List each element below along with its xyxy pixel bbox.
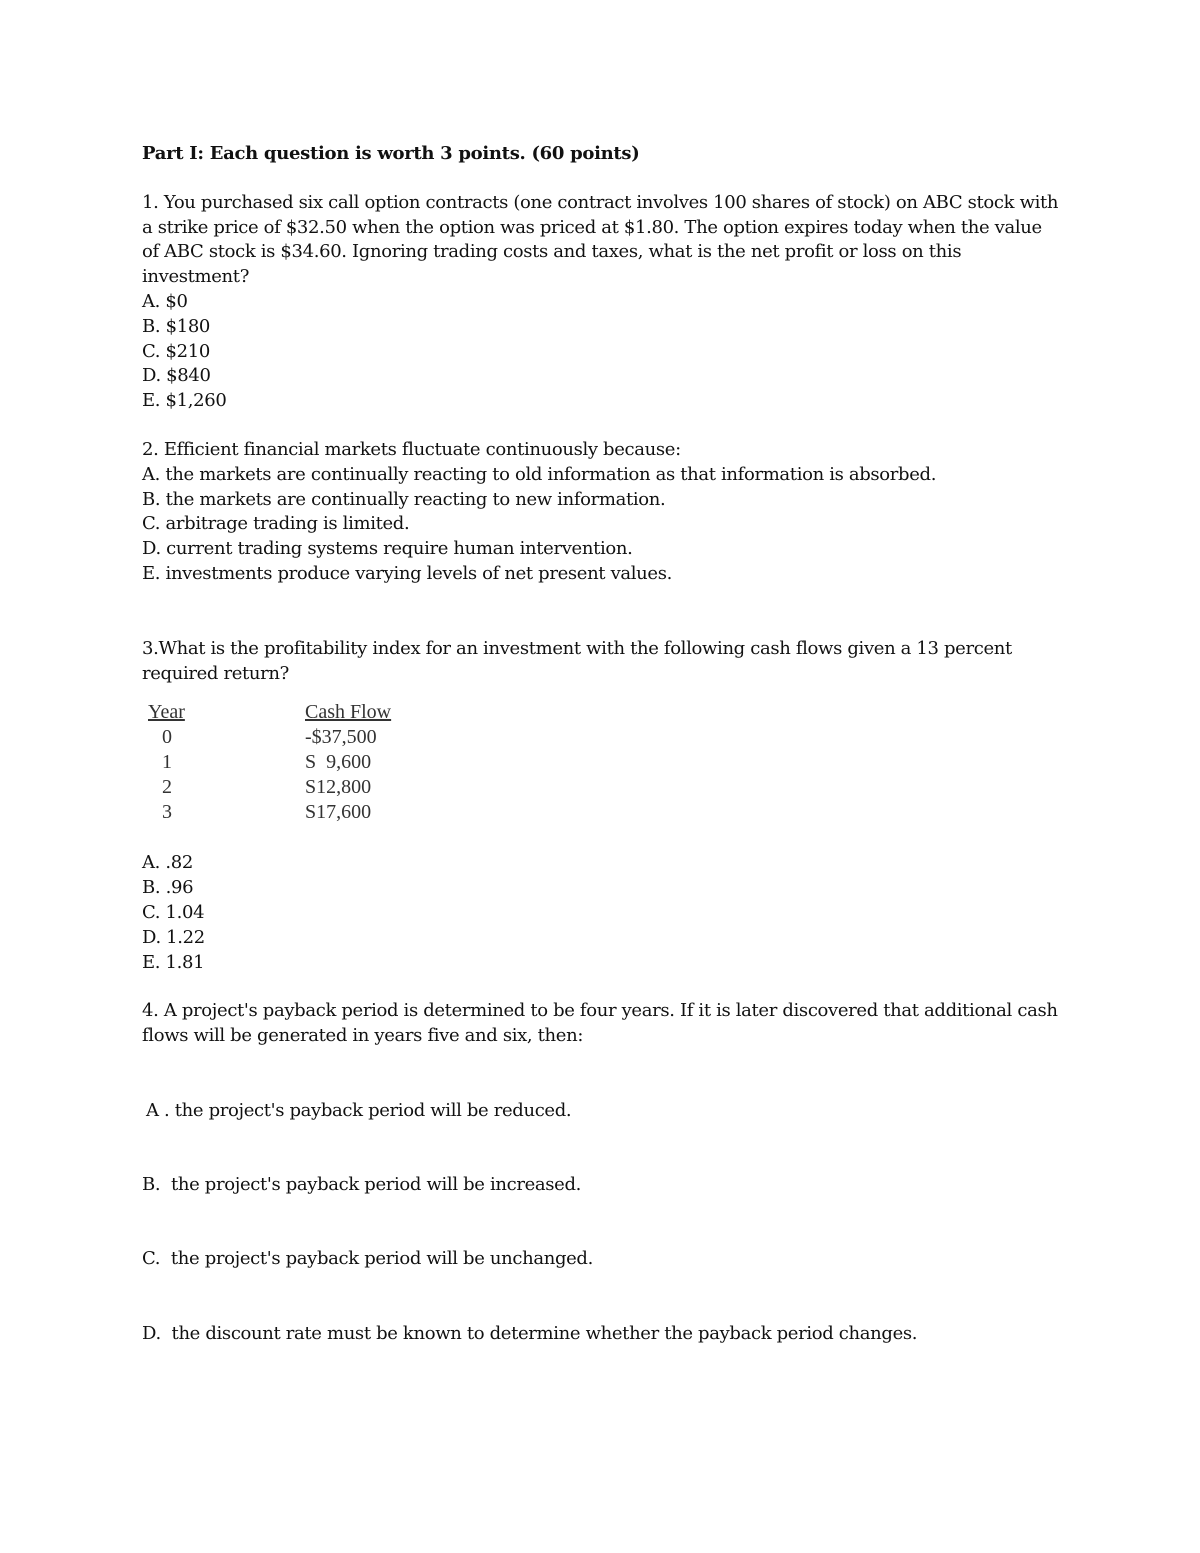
answer-option: D. the discount rate must be known to determine whether the payback period changes. [142,1322,918,1344]
answer-option: B. $180 [142,315,211,337]
table-header-year: Year [148,701,185,724]
answer-option: A. $0 [142,290,188,312]
table-row [148,750,391,775]
question-stem: 3.What is the profitability index for an investment with the following cash flows given a 13 percent required return? [142,637,1012,684]
answer-option: A. the markets are continually reacting to old information as that information is absorbed. [142,463,937,485]
section-heading: Part I: Each question is worth 3 points. (60 points) [142,143,640,164]
answer-option: D. current trading systems require human intervention. [142,538,633,560]
question-2 [142,438,1062,587]
answer-options [142,290,1062,414]
table-cell-cash-flow: S12,800 [305,776,372,799]
answer-option: C. $210 [142,340,210,362]
question-stem: 1. You purchased six call option contracts (one contract involves 100 shares of stock) on ABC stock with a strike price of $32.50 when the option was priced at $1.80. The option expires today when the value of ABC stock is $34.60. Ignoring trading costs and taxes, what is the net profit or loss on this investment? [142,191,1059,288]
answer-option: E. 1.81 [142,951,205,973]
answer-options [142,1049,1062,1396]
table-row [148,800,391,825]
table-row [148,725,391,750]
answer-option: A . the project's payback period will be reduced. [146,1099,572,1121]
table-cell-cash-flow: S 9,600 [305,751,372,774]
table-cell-cash-flow: -$37,500 [305,726,377,749]
question-stem: 2. Efficient financial markets fluctuate continuously because: [142,438,681,460]
table-cell-cash-flow: S17,600 [305,801,372,824]
answer-option: E. investments produce varying levels of net present values. [142,562,672,584]
question-3 [142,637,1062,976]
table-row [148,775,391,800]
answer-option: C. the project's payback period will be unchanged. [142,1248,593,1270]
question-1 [142,191,1062,414]
answer-option: D. $840 [142,365,211,387]
question-4 [142,999,1062,1396]
answer-option: A. .82 [142,852,193,874]
question-stem: 4. A project's payback period is determined to be four years. If it is later discovered that additional cash flows will be generated in years five and six, then: [142,1000,1058,1047]
table-header-cash-flow: Cash Flow [305,701,392,724]
table-cell-year: 0 [162,726,172,749]
cash-flow-table [148,700,391,825]
answer-options [142,463,1062,587]
answer-option: B. .96 [142,877,194,899]
answer-option: D. 1.22 [142,926,205,948]
table-cell-year: 2 [162,776,172,799]
table-cell-year: 1 [162,751,172,774]
answer-options [142,851,1062,975]
exam-page [142,142,1062,1396]
answer-option: C. 1.04 [142,901,205,923]
answer-option: B. the markets are continually reacting to new information. [142,488,666,510]
answer-option: E. $1,260 [142,390,227,412]
answer-option: B. the project's payback period will be increased. [142,1173,582,1195]
table-cell-year: 3 [162,801,172,824]
answer-option: C. arbitrage trading is limited. [142,513,410,535]
